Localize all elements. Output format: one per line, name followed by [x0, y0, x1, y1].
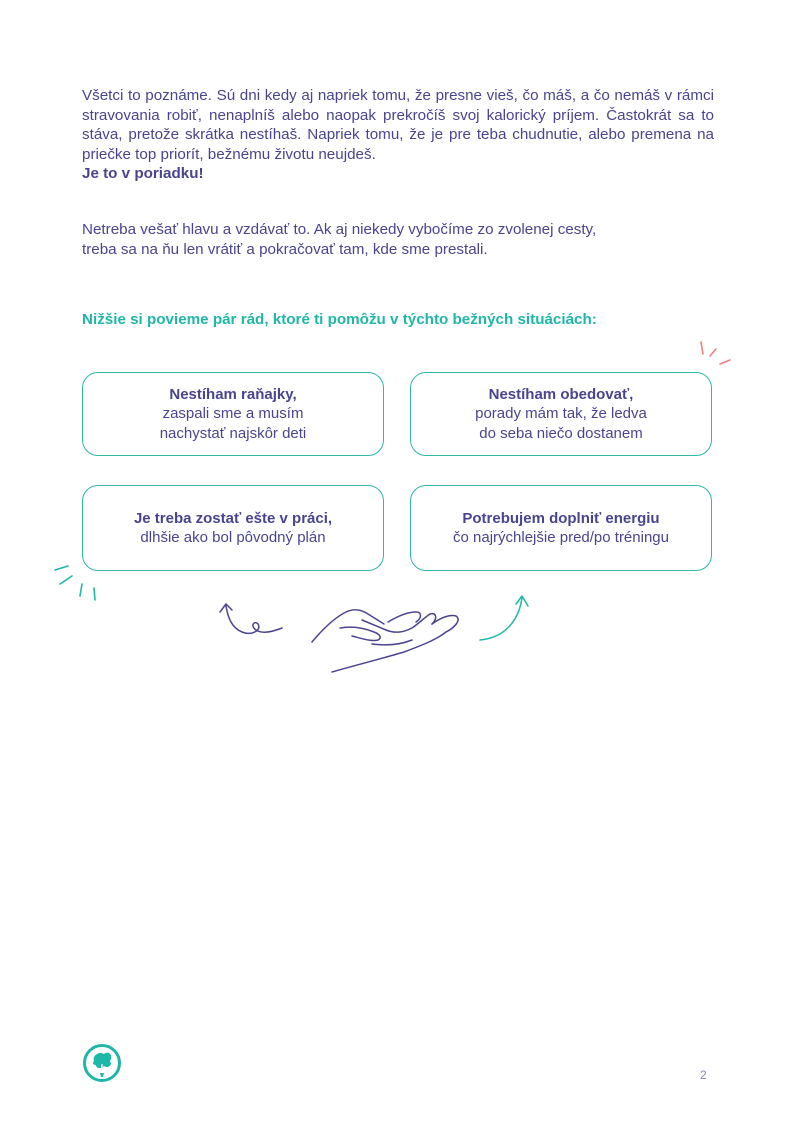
card-line: zaspali sme a musím	[162, 405, 304, 423]
arrow-up-right-icon	[474, 590, 534, 646]
situation-card-breakfast	[82, 372, 384, 456]
situation-card-lunch	[410, 372, 712, 456]
card-line: čo najrýchlejšie pred/po tréningu	[453, 529, 669, 546]
intro-text: Všetci to poznáme. Sú dni kedy aj napriek tomu, že presne vieš, čo máš, a čo nemáš v rámci stravovania robiť, nenaplníš alebo naopak prekročíš svoj kalorický príjem. Častokrát sa to stáva, pretože skrátka nestíhaš. Napriek tomu, že je pre teba chudnutie, alebo premena na priečke top priorít, bežnému životu neujdeš.	[82, 87, 714, 163]
situation-card-work	[82, 485, 384, 571]
intro-emphasis: Je to v poriadku!	[82, 165, 204, 183]
card-line: porady mám tak, že ledva	[475, 405, 647, 423]
tree-logo-icon	[82, 1043, 122, 1083]
hand-icon	[300, 600, 470, 680]
card-line: dlhšie ako bol pôvodný plán	[140, 529, 326, 546]
page-number: 2	[700, 1068, 707, 1082]
card-line: do seba niečo dostanem	[479, 424, 643, 442]
intro-paragraph	[82, 86, 714, 184]
card-title: Nestíham raňajky,	[169, 385, 297, 403]
card-line: nachystať najskôr deti	[159, 424, 307, 442]
encouragement-line-1: Netreba vešať hlavu a vzdávať to. Ak aj niekedy vybočíme zo zvolenej cesty,	[82, 221, 597, 238]
section-heading: Nižšie si povieme pár rád, ktoré ti pomôžu v týchto bežných situáciách:	[82, 311, 597, 328]
sparkle-lines-icon	[50, 562, 102, 604]
card-title: Nestíham obedovať,	[488, 385, 634, 403]
situation-card-energy	[410, 485, 712, 571]
encouragement-paragraph	[82, 220, 714, 259]
curly-arrow-left-icon	[212, 598, 292, 642]
card-title: Potrebujem doplniť energiu	[462, 509, 660, 527]
encouragement-line-2: treba sa na ňu len vrátiť a pokračovať tam, kde sme prestali.	[82, 240, 488, 258]
card-title: Je treba zostať ešte v práci,	[133, 509, 333, 527]
sparkle-lines-icon	[696, 338, 736, 370]
